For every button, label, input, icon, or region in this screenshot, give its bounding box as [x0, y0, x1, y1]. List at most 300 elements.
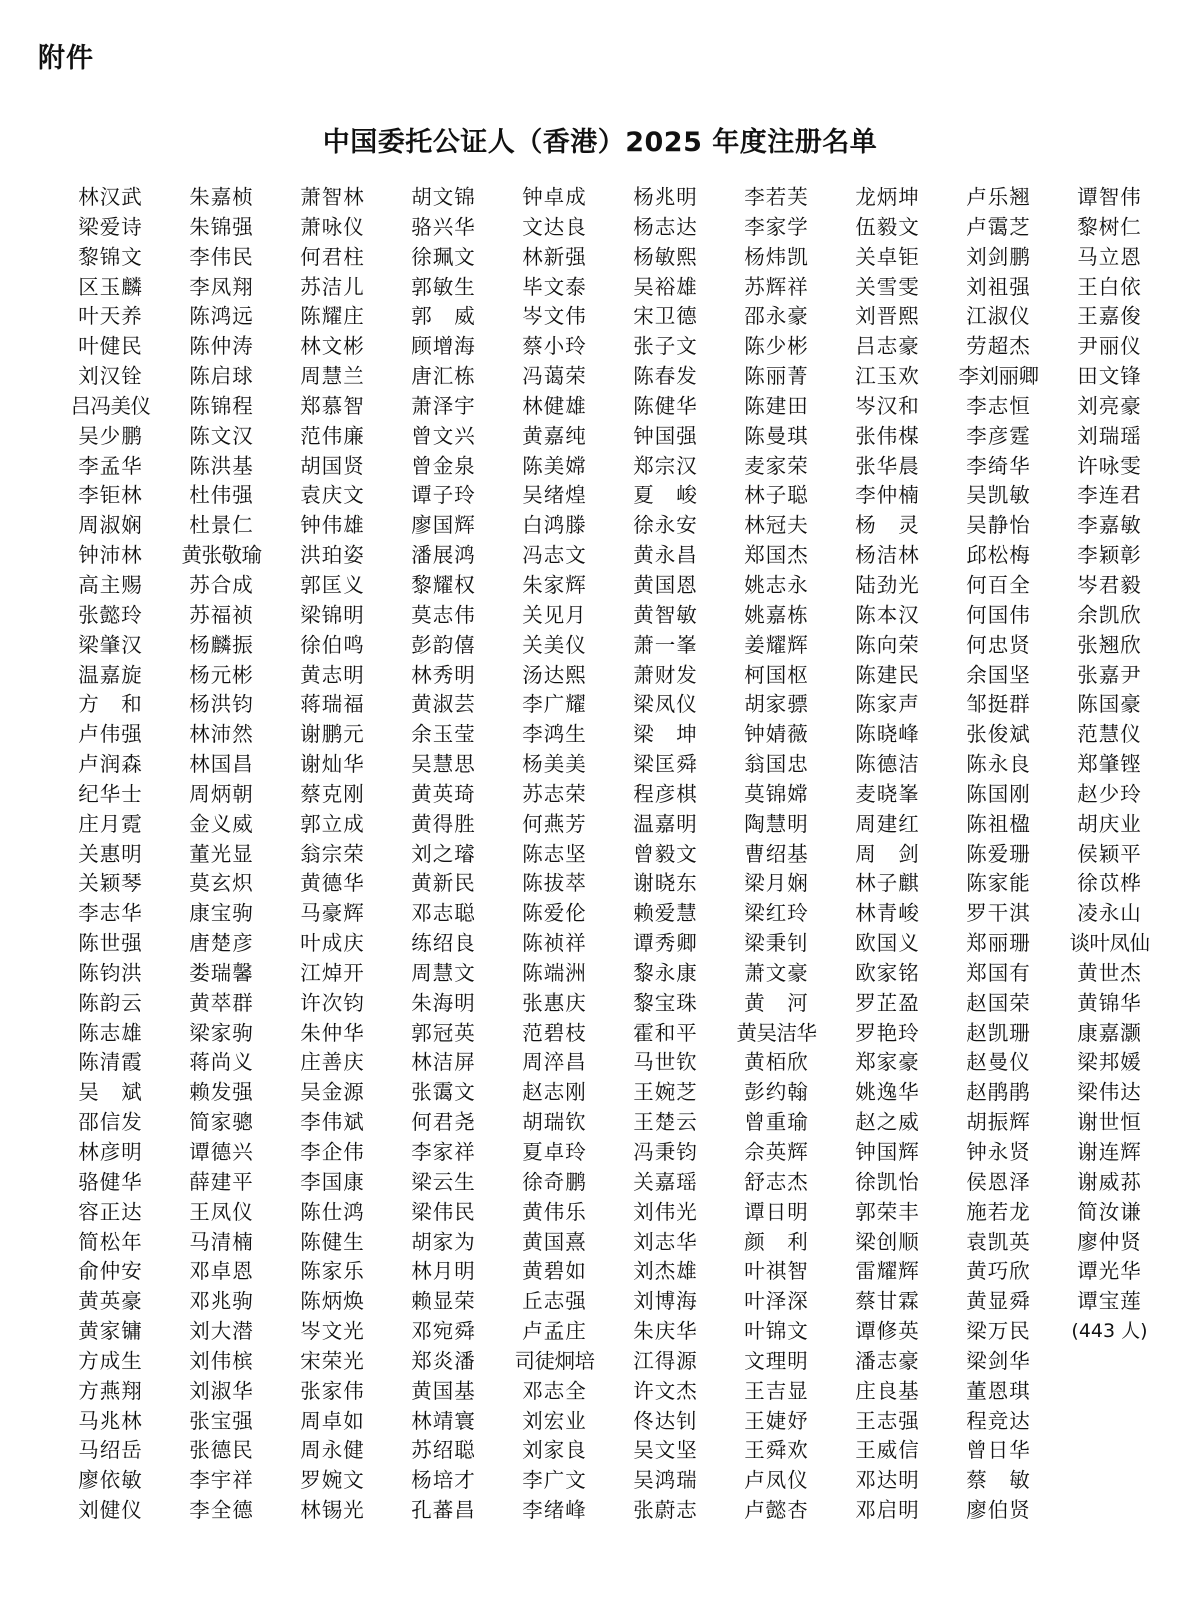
notary-name: 陈向荣: [855, 632, 920, 657]
notary-name: 杨 灵: [855, 513, 920, 538]
notary-name: 叶锦文: [744, 1319, 809, 1344]
notary-name: 袁凯英: [966, 1229, 1031, 1254]
notary-name: 庄良基: [855, 1378, 920, 1403]
notary-name: 陈拔萃: [522, 871, 587, 896]
notary-name: 邵永豪: [744, 304, 809, 329]
notary-name: 江淑仪: [966, 304, 1031, 329]
notary-name: 陈丽菁: [744, 364, 809, 389]
notary-name: 张惠庆: [522, 990, 587, 1015]
notary-name: 黄英豪: [78, 1289, 143, 1314]
notary-name: 黎永康: [633, 960, 698, 985]
notary-name: 李广文: [522, 1468, 587, 1493]
notary-name: 杨兆明: [633, 185, 698, 209]
notary-name: 萧咏仪: [300, 214, 365, 239]
notary-name: 徐珮文: [411, 244, 476, 269]
notary-name: 陈爱珊: [966, 841, 1031, 866]
notary-name: 陈端洲: [522, 960, 587, 985]
notary-name: 岑文光: [300, 1319, 365, 1344]
notary-name: 张华晨: [855, 453, 920, 478]
notary-name: 田文锋: [1077, 364, 1142, 389]
notary-name: 林锡光: [300, 1498, 365, 1523]
notary-name: 汤达熙: [522, 662, 587, 687]
notary-name: 刘大潜: [189, 1319, 254, 1344]
notary-name: 骆兴华: [411, 214, 476, 239]
notary-name: 顾增海: [411, 334, 476, 359]
notary-name: 朱庆华: [633, 1319, 698, 1344]
notary-name: 黄锦华: [1077, 990, 1142, 1015]
notary-name: 黄德华: [300, 871, 365, 896]
notary-name: 范伟廉: [300, 423, 365, 448]
notary-name: 黄显舜: [966, 1289, 1031, 1314]
notary-name: 邓宛舜: [411, 1319, 476, 1344]
notary-name: 林新强: [522, 244, 587, 269]
notary-name: 姜耀辉: [744, 632, 809, 657]
notary-name: [1054, 1377, 1165, 1407]
notary-name: 梁伟达: [1077, 1080, 1142, 1105]
notary-name: 姚嘉栋: [744, 602, 809, 627]
notary-name: 张翘欣: [1077, 632, 1142, 657]
notary-name: 董光显: [189, 841, 254, 866]
notary-name: 梁剑华: [966, 1348, 1031, 1373]
notary-name: 邓达明: [855, 1468, 920, 1493]
notary-name: 林青峻: [855, 901, 920, 926]
notary-name: 黄得胜: [411, 811, 476, 836]
notary-name: 黄国基: [411, 1378, 476, 1403]
notary-name: 何国伟: [966, 602, 1031, 627]
notary-name: 梁 坤: [633, 722, 698, 747]
notary-name: 杨洪钧: [189, 692, 254, 717]
notary-name: 黄志明: [300, 662, 365, 687]
notary-name: 郑慕智: [300, 393, 365, 418]
notary-name: 黄永昌: [633, 543, 698, 568]
notary-name: 林子聪: [744, 483, 809, 508]
notary-name: 陈洪基: [189, 453, 254, 478]
notary-name: 黄巧欣: [966, 1259, 1031, 1284]
notary-name: 赖显荣: [411, 1289, 476, 1314]
notary-name: 莫志伟: [411, 602, 476, 627]
notary-name: 何君尧: [411, 1110, 476, 1135]
notary-name: 吕志豪: [855, 334, 920, 359]
notary-name: 蔡 敏: [966, 1468, 1031, 1493]
notary-name: 洪珀姿: [300, 543, 365, 568]
notary-name: 李伟民: [189, 244, 254, 269]
notary-name: 施若龙: [966, 1199, 1031, 1224]
notary-name: 郑丽珊: [966, 931, 1031, 956]
notary-name: 林洁屏: [411, 1050, 476, 1075]
notary-name: 廖仲贤: [1077, 1229, 1142, 1254]
notary-name: 丘志强: [522, 1289, 587, 1314]
notary-name: 郑家豪: [855, 1050, 920, 1075]
notary-name: 张懿玲: [78, 602, 143, 627]
notary-name: 林子麒: [855, 871, 920, 896]
notary-name: 冯秉钧: [633, 1140, 698, 1164]
notary-name: 黄嘉纯: [522, 423, 587, 448]
notary-name: 王白依: [1077, 274, 1142, 299]
notary-name: 赵志刚: [522, 1080, 587, 1105]
notary-name: 陈建田: [744, 393, 809, 418]
notary-name: 刘博海: [633, 1289, 698, 1314]
notary-name: 谈叶凤仙: [1069, 931, 1150, 956]
notary-name: 周淑娴: [78, 513, 143, 538]
notary-name: 李颖彰: [1077, 543, 1142, 568]
notary-name: 李志恒: [966, 393, 1031, 418]
notary-name: 陈鸿远: [189, 304, 254, 329]
notary-name: 刘之璿: [411, 841, 476, 866]
notary-name: 梁秉钊: [744, 931, 809, 956]
notary-name: 杜景仁: [189, 513, 254, 538]
notary-name: 李刘丽卿: [958, 364, 1039, 389]
notary-name: 文理明: [744, 1348, 809, 1373]
notary-name: 简家骢: [189, 1110, 254, 1135]
notary-name: 柯国枢: [744, 662, 809, 687]
notary-name: 江玉欢: [855, 364, 920, 389]
notary-name: 刘志华: [633, 1229, 698, 1254]
notary-name: 宋荣光: [300, 1348, 365, 1373]
notary-name: 关惠明: [78, 841, 143, 866]
notary-name: 苏志荣: [522, 781, 587, 806]
notary-name: 薛建平: [189, 1169, 254, 1194]
notary-name: 梁创顺: [855, 1229, 920, 1254]
notary-name: 姚志永: [744, 572, 809, 597]
notary-name: 简松年: [78, 1229, 143, 1254]
notary-name: 胡家骠: [744, 692, 809, 717]
notary-name: 陶慧明: [744, 811, 809, 836]
notary-name: 陆劲光: [855, 572, 920, 597]
notary-name: 叶祺智: [744, 1259, 809, 1284]
notary-name: 黎锦文: [78, 244, 143, 269]
notary-name: 钟卓成: [522, 185, 587, 209]
notary-name: 蔡甘霖: [855, 1289, 920, 1314]
notary-name: 李全德: [189, 1498, 254, 1523]
notary-name: 陈德洁: [855, 752, 920, 777]
notary-name: 梁月娴: [744, 871, 809, 896]
notary-name: 陈祯祥: [522, 931, 587, 956]
notary-name: 谢连辉: [1077, 1140, 1142, 1164]
notary-name: 郭荣丰: [855, 1199, 920, 1224]
notary-name: 陈世强: [78, 931, 143, 956]
notary-name: 范慧仪: [1077, 722, 1142, 747]
notary-name: 杜伟强: [189, 483, 254, 508]
notary-name: 梁邦媛: [1077, 1050, 1142, 1075]
notary-name: 刘瑞瑶: [1077, 423, 1142, 448]
notary-name: 谭宝莲: [1077, 1289, 1142, 1314]
notary-name: 邓启明: [855, 1498, 920, 1523]
notary-name: 程彦棋: [633, 781, 698, 806]
notary-name: 陈本汉: [855, 602, 920, 627]
notary-name: 侯颖平: [1077, 841, 1142, 866]
notary-name: 朱仲华: [300, 1020, 365, 1045]
notary-name: 舒志杰: [744, 1169, 809, 1194]
notary-name: 王楚云: [633, 1110, 698, 1135]
notary-name: 高主赐: [78, 572, 143, 597]
notary-name: 莫玄炽: [189, 871, 254, 896]
notary-name: 廖依敏: [78, 1468, 143, 1493]
notary-name: 朱海明: [411, 990, 476, 1015]
notary-name: 梁肇汉: [78, 632, 143, 657]
notary-name: 谭修英: [855, 1319, 920, 1344]
notary-name: 黄新民: [411, 871, 476, 896]
notary-name: 黄吴洁华: [736, 1020, 817, 1045]
notary-name: 骆健华: [78, 1169, 143, 1194]
notary-name: 岑汉和: [855, 393, 920, 418]
notary-name: 关颖琴: [78, 871, 143, 896]
notary-name: 胡国贤: [300, 453, 365, 478]
notary-name: 卢孟庄: [522, 1319, 587, 1344]
notary-name: 何燕芳: [522, 811, 587, 836]
notary-name: 练绍良: [411, 931, 476, 956]
notary-name: 徐伯鸣: [300, 632, 365, 657]
notary-name: 彭约翰: [744, 1080, 809, 1105]
notary-name: 杨培才: [411, 1468, 476, 1493]
notary-name: 陈健华: [633, 393, 698, 418]
notary-name: 张德民: [189, 1438, 254, 1463]
notary-name: 邓志聪: [411, 901, 476, 926]
notary-name: 蒋瑞福: [300, 692, 365, 717]
notary-name: 陈少彬: [744, 334, 809, 359]
notary-name: 尹丽仪: [1077, 334, 1142, 359]
notary-name: 曾毅文: [633, 841, 698, 866]
notary-name: 曾日华: [966, 1438, 1031, 1463]
notary-name: 杨敏熙: [633, 244, 698, 269]
notary-name: 刘伟槟: [189, 1348, 254, 1373]
notary-name: 邹挺群: [966, 692, 1031, 717]
notary-name: 潘展鸿: [411, 543, 476, 568]
notary-name: 张宝强: [189, 1408, 254, 1433]
notary-name: 袁庆文: [300, 483, 365, 508]
notary-name: 林健雄: [522, 393, 587, 418]
notary-name: 赵之威: [855, 1110, 920, 1135]
notary-name: 佘英辉: [744, 1140, 809, 1164]
notary-name: 江得源: [633, 1348, 698, 1373]
notary-name: 关嘉瑶: [633, 1169, 698, 1194]
notary-name: 凌永山: [1077, 901, 1142, 926]
notary-name: 叶健民: [78, 334, 143, 359]
notary-name: 萧智林: [300, 185, 365, 209]
notary-name: 叶天养: [78, 304, 143, 329]
notary-name: 谢威荪: [1077, 1169, 1142, 1194]
notary-name: 陈建民: [855, 662, 920, 687]
notary-name: 庄善庆: [300, 1050, 365, 1075]
notary-name: 周建红: [855, 811, 920, 836]
notary-name: 陈国刚: [966, 781, 1031, 806]
notary-name: 梁家驹: [189, 1020, 254, 1045]
notary-name: 张蔚志: [633, 1498, 698, 1523]
notary-name: 吴绪煌: [522, 483, 587, 508]
notary-name: 麦家荣: [744, 453, 809, 478]
notary-name: 钟永贤: [966, 1140, 1031, 1164]
notary-name: 林国昌: [189, 752, 254, 777]
notary-name: 林月明: [411, 1259, 476, 1284]
notary-name: 赖爱慧: [633, 901, 698, 926]
notary-name: 吕冯美仪: [70, 393, 151, 418]
notary-name: 罗芷盈: [855, 990, 920, 1015]
notary-name: 梁伟民: [411, 1199, 476, 1224]
notary-name: 李连君: [1077, 483, 1142, 508]
notary-name: 黄智敏: [633, 602, 698, 627]
notary-name: 马豪辉: [300, 901, 365, 926]
notary-name: 卢霭芝: [966, 214, 1031, 239]
notary-name: 周炳朝: [189, 781, 254, 806]
notary-name: 董恩琪: [966, 1378, 1031, 1403]
notary-name: 毕文泰: [522, 274, 587, 299]
notary-name: 朱家辉: [522, 572, 587, 597]
notary-name: 黄国恩: [633, 572, 698, 597]
notary-name: 纪华士: [78, 781, 143, 806]
notary-name: 李宇祥: [189, 1468, 254, 1493]
notary-name: 容正达: [78, 1199, 143, 1224]
notary-name: 谭智伟: [1077, 185, 1142, 209]
notary-name: 赵曼仪: [966, 1050, 1031, 1075]
notary-name: 方燕翔: [78, 1378, 143, 1403]
notary-name: 曹绍基: [744, 841, 809, 866]
notary-name: 黄张敬瑜: [181, 543, 262, 568]
notary-name: 周 剑: [855, 841, 920, 866]
notary-name: 范碧枝: [522, 1020, 587, 1045]
notary-name: 许文杰: [633, 1378, 698, 1403]
notary-name: 梁爱诗: [78, 214, 143, 239]
notary-name: 张嘉尹: [1077, 662, 1142, 687]
notary-name: 宋卫德: [633, 304, 698, 329]
notary-name: 张霭文: [411, 1080, 476, 1105]
notary-name: 苏绍聪: [411, 1438, 476, 1463]
notary-name: 王凤仪: [189, 1199, 254, 1224]
notary-name: 萧一峯: [633, 632, 698, 657]
notary-name: 李家学: [744, 214, 809, 239]
notary-name: 夏卓玲: [522, 1140, 587, 1164]
notary-name: 康宝驹: [189, 901, 254, 926]
notary-name: 王吉显: [744, 1378, 809, 1403]
notary-name: 劳超杰: [966, 334, 1031, 359]
notary-name: 林文彬: [300, 334, 365, 359]
notary-name: 关见月: [522, 602, 587, 627]
notary-name: 方 和: [78, 692, 143, 717]
notary-name: 蔡克刚: [300, 781, 365, 806]
notary-name: 方成生: [78, 1348, 143, 1373]
notary-name: 陈清霞: [78, 1050, 143, 1075]
notary-name: 胡家为: [411, 1229, 476, 1254]
notary-name: 赵少玲: [1077, 781, 1142, 806]
notary-name: 杨元彬: [189, 662, 254, 687]
notary-name: 徐奇鹏: [522, 1169, 587, 1194]
notary-name: 黎宝珠: [633, 990, 698, 1015]
notary-name: 邓志全: [522, 1378, 587, 1403]
notary-name: 梁锦明: [300, 602, 365, 627]
notary-name: 罗婉文: [300, 1468, 365, 1493]
notary-name: 邓卓恩: [189, 1259, 254, 1284]
notary-name: 吴慧思: [411, 752, 476, 777]
notary-name: 周淬昌: [522, 1050, 587, 1075]
notary-name: 刘亮豪: [1077, 393, 1142, 418]
notary-name: 邵信发: [78, 1110, 143, 1135]
notary-name: 谢鹏元: [300, 722, 365, 747]
notary-name: 江焯开: [300, 960, 365, 985]
notary-name: 谢世恒: [1077, 1110, 1142, 1135]
notary-name: 朱锦强: [189, 214, 254, 239]
notary-name: 张家伟: [300, 1378, 365, 1403]
notary-name: 黄英琦: [411, 781, 476, 806]
notary-name: 陈曼琪: [744, 423, 809, 448]
notary-name: 廖国辉: [411, 513, 476, 538]
notary-name: 吴凯敏: [966, 483, 1031, 508]
notary-name: 谭秀卿: [633, 931, 698, 956]
notary-name: 刘伟光: [633, 1199, 698, 1224]
notary-name: 李仲楠: [855, 483, 920, 508]
notary-name: 陈祖楹: [966, 811, 1031, 836]
notary-name: 梁云生: [411, 1169, 476, 1194]
notary-name: 刘宏业: [522, 1408, 587, 1433]
notary-name: 郭匡义: [300, 572, 365, 597]
notary-name: 雷耀辉: [855, 1259, 920, 1284]
notary-name: 卢乐翘: [966, 185, 1031, 209]
notary-name: [1054, 1496, 1165, 1526]
notary-name: 曾重瑜: [744, 1110, 809, 1135]
name-list-grid: [55, 183, 1175, 1526]
notary-name: 罗艳玲: [855, 1020, 920, 1045]
notary-name: 陈启球: [189, 364, 254, 389]
notary-name: 卢懿杏: [744, 1498, 809, 1523]
notary-name: 唐汇栋: [411, 364, 476, 389]
notary-name: 王志强: [855, 1408, 920, 1433]
notary-name: 冯蔼荣: [522, 364, 587, 389]
notary-name: 李伟斌: [300, 1110, 365, 1135]
notary-name: 李孟华: [78, 453, 143, 478]
notary-name: 刘汉铨: [78, 364, 143, 389]
notary-name: 岑君毅: [1077, 572, 1142, 597]
notary-name: 胡振辉: [966, 1110, 1031, 1135]
notary-name: 翁宗荣: [300, 841, 365, 866]
notary-name: 陈爱伦: [522, 901, 587, 926]
notary-name: 罗干淇: [966, 901, 1031, 926]
notary-name: 程竞达: [966, 1408, 1031, 1433]
notary-name: 黎树仁: [1077, 214, 1142, 239]
notary-name: 林靖寰: [411, 1408, 476, 1433]
notary-name: 郑宗汉: [633, 453, 698, 478]
notary-name: 刘剑鹏: [966, 244, 1031, 269]
notary-name: 李鸿生: [522, 722, 587, 747]
notary-name: 周慧文: [411, 960, 476, 985]
notary-name: 赵凯珊: [966, 1020, 1031, 1045]
notary-name: 黄萃群: [189, 990, 254, 1015]
notary-name: 黄国熹: [522, 1229, 587, 1254]
notary-name: 李嘉敏: [1077, 513, 1142, 538]
notary-name: 王嘉俊: [1077, 304, 1142, 329]
notary-name: 陈仕鸿: [300, 1199, 365, 1224]
notary-name: 吴鸿瑞: [633, 1468, 698, 1493]
notary-name: [1054, 1407, 1165, 1437]
notary-name: 孔蕃昌: [411, 1498, 476, 1523]
notary-name: 林汉武: [78, 185, 143, 209]
notary-name: 赵鹃鹃: [966, 1080, 1031, 1105]
notary-name: 陈炳焕: [300, 1289, 365, 1314]
notary-name: 谢灿华: [300, 752, 365, 777]
notary-name: 卢伟强: [78, 722, 143, 747]
notary-name: 周慧兰: [300, 364, 365, 389]
notary-name: 马世钦: [633, 1050, 698, 1075]
notary-name: [1054, 1347, 1165, 1377]
notary-name: 陈家乐: [300, 1259, 365, 1284]
notary-name: 王威信: [855, 1438, 920, 1463]
notary-name: 唐楚彦: [189, 931, 254, 956]
notary-name: 佟达钊: [633, 1408, 698, 1433]
notary-name: 杨美美: [522, 752, 587, 777]
notary-name: 梁红玲: [744, 901, 809, 926]
notary-name: 杨麟振: [189, 632, 254, 657]
notary-name: 夏 峻: [633, 483, 698, 508]
notary-name: 欧国义: [855, 931, 920, 956]
notary-name: 郑肇铿: [1077, 752, 1142, 777]
notary-name: 白鸿滕: [522, 513, 587, 538]
notary-name: 叶泽深: [744, 1289, 809, 1314]
